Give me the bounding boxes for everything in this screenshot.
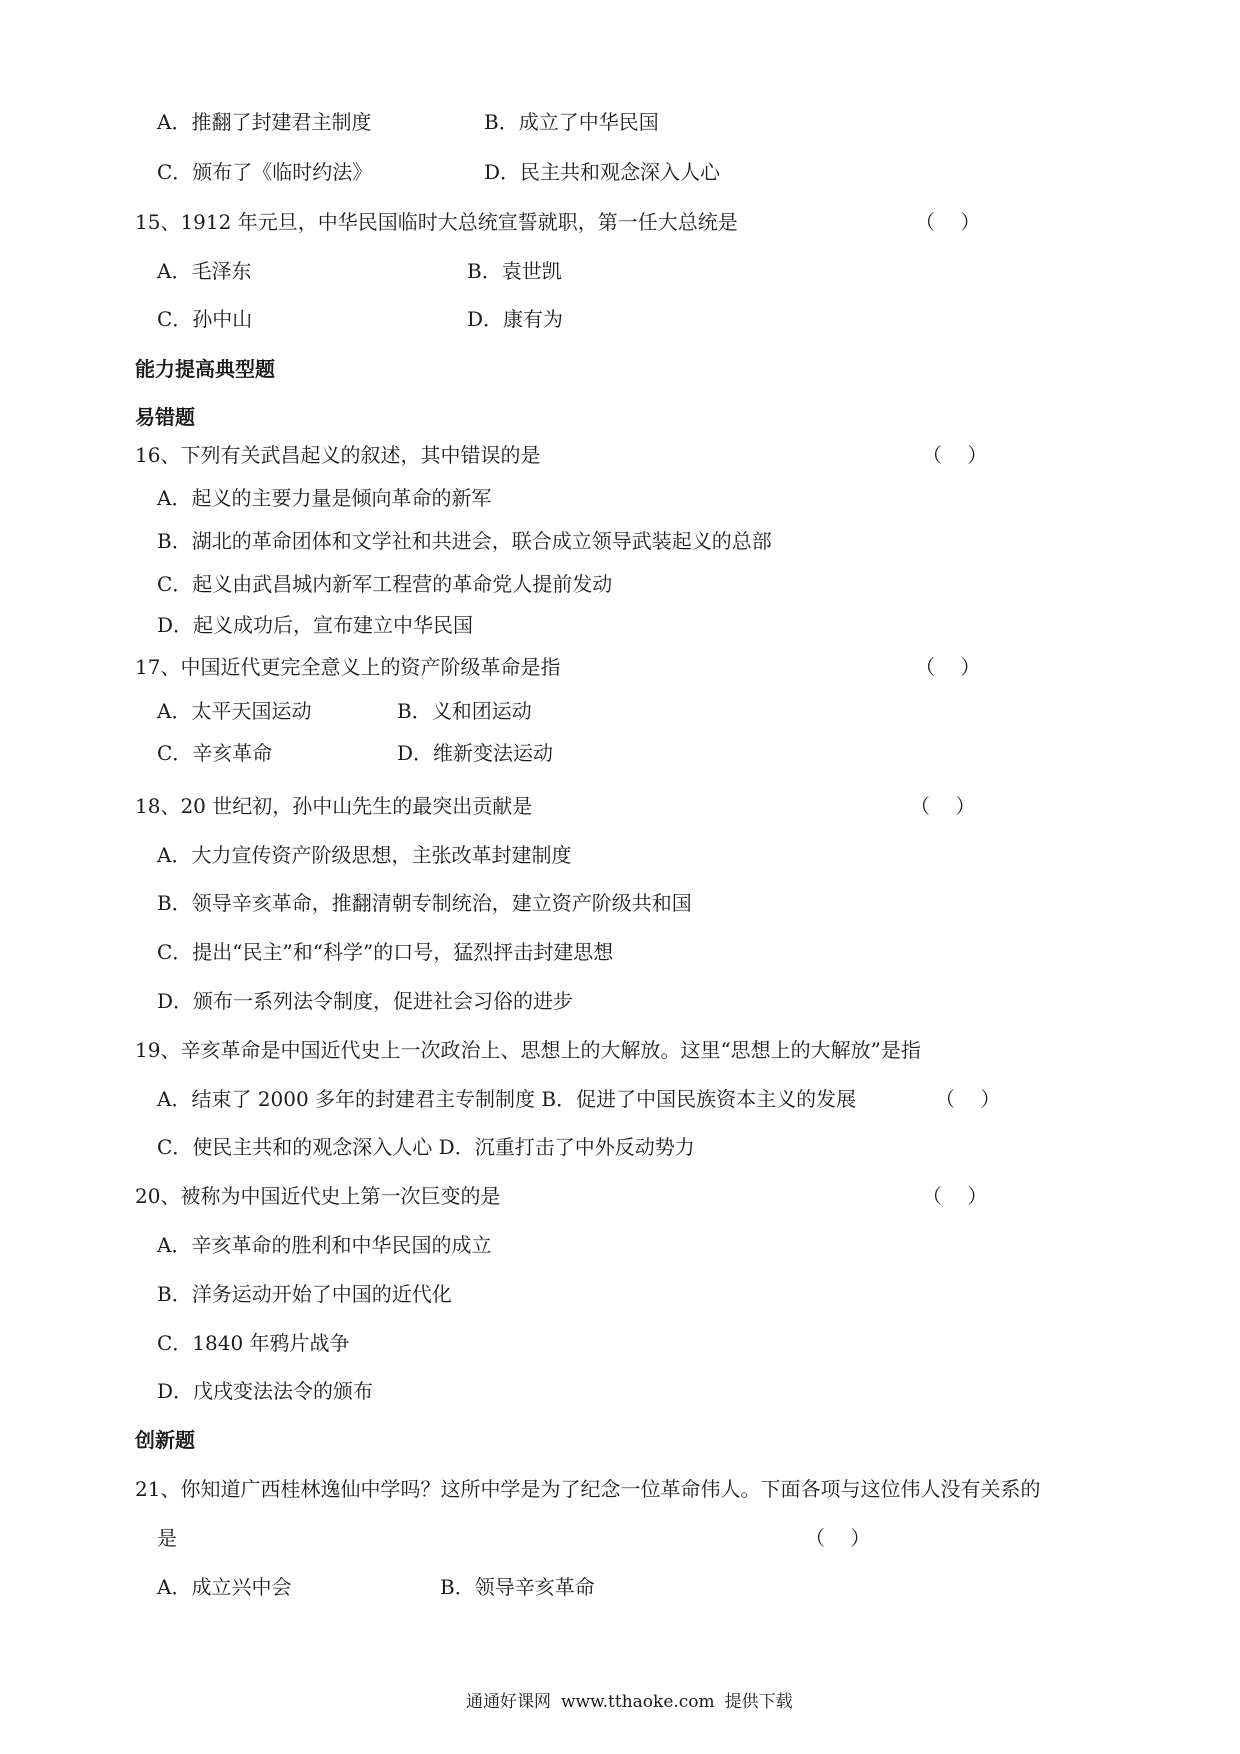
section-heading-innovation: 创新题: [135, 1428, 195, 1452]
q21-answer-paren: （ ）: [805, 1526, 871, 1550]
q17-answer-paren: （ ）: [915, 655, 981, 679]
q16-stem: 16、下列有关武昌起义的叙述，其中错误的是: [135, 443, 541, 467]
q15-option-a: A．毛泽东: [157, 259, 252, 283]
q17-stem: 17、中国近代更完全意义上的资产阶级革命是指: [135, 655, 561, 679]
q15-option-d: D．康有为: [467, 307, 564, 331]
q18-option-b: B．领导辛亥革命，推翻清朝专制统治，建立资产阶级共和国: [157, 891, 692, 915]
q18-stem: 18、20 世纪初，孙中山先生的最突出贡献是: [135, 794, 533, 818]
q20-option-a: A．辛亥革命的胜利和中华民国的成立: [157, 1233, 492, 1257]
q14-option-a: A．推翻了封建君主制度: [157, 110, 372, 134]
q20-stem: 20、被称为中国近代史上第一次巨变的是: [135, 1184, 501, 1208]
q19-options-c-d: C．使民主共和的观念深入人心 D．沉重打击了中外反动势力: [157, 1135, 695, 1159]
section-heading-ability: 能力提高典型题: [135, 357, 275, 381]
q18-option-c: C．提出“民主”和“科学”的口号，猛烈抨击封建思想: [157, 940, 614, 964]
q17-option-c: C．辛亥革命: [157, 741, 273, 765]
q14-option-c: C．颁布了《临时约法》: [157, 160, 373, 184]
q14-option-d: D．民主共和观念深入人心: [484, 160, 721, 184]
q18-option-d: D．颁布一系列法令制度，促进社会习俗的进步: [157, 989, 574, 1013]
q21-stem-continuation: 是: [157, 1526, 177, 1550]
q21-option-b: B．领导辛亥革命: [440, 1575, 595, 1599]
q15-stem: 15、1912 年元旦，中华民国临时大总统宣誓就职，第一任大总统是: [135, 210, 738, 234]
footer-suffix: 提供下载: [724, 1692, 793, 1712]
q20-answer-paren: （ ）: [922, 1184, 988, 1208]
q21-option-a: A．成立兴中会: [157, 1575, 292, 1599]
q16-option-d: D．起义成功后，宣布建立中华民国: [157, 613, 474, 637]
q18-answer-paren: （ ）: [910, 794, 976, 818]
page-footer: [466, 1690, 803, 1714]
q20-option-b: B．洋务运动开始了中国的近代化: [157, 1282, 452, 1306]
q19-answer-paren: （ ）: [935, 1087, 1001, 1111]
q20-option-d: D．戊戌变法法令的颁布: [157, 1379, 374, 1403]
q17-option-a: A．太平天国运动: [157, 699, 312, 723]
footer-url-link[interactable]: www.tthaoke.com: [561, 1692, 715, 1712]
q16-option-c: C．起义由武昌城内新军工程营的革命党人提前发动: [157, 572, 613, 596]
q14-option-b: B．成立了中华民国: [484, 110, 659, 134]
q15-option-b: B．袁世凯: [467, 259, 562, 283]
q17-option-b: B．义和团运动: [397, 699, 532, 723]
q20-option-c: C．1840 年鸦片战争: [157, 1331, 350, 1355]
q19-options-a-b: A．结束了 2000 多年的封建君主专制制度 B．促进了中国民族资本主义的发展: [157, 1087, 857, 1111]
q16-option-a: A．起义的主要力量是倾向革命的新军: [157, 486, 492, 510]
footer-site-name: 通通好课网: [466, 1692, 551, 1712]
q15-option-c: C．孙中山: [157, 307, 253, 331]
q16-answer-paren: （ ）: [922, 443, 988, 467]
q18-option-a: A．大力宣传资产阶级思想，主张改革封建制度: [157, 843, 572, 867]
q21-stem: 21、你知道广西桂林逸仙中学吗？这所中学是为了纪念一位革命伟人。下面各项与这位伟人没有关系的: [135, 1477, 1041, 1501]
section-heading-error-prone: 易错题: [135, 405, 195, 429]
q19-stem: 19、辛亥革命是中国近代史上一次政治上、思想上的大解放。这里“思想上的大解放”是指: [135, 1038, 921, 1062]
q15-answer-paren: （ ）: [915, 210, 981, 234]
q17-option-d: D．维新变法运动: [397, 741, 554, 765]
q16-option-b: B．湖北的革命团体和文学社和共进会，联合成立领导武装起义的总部: [157, 529, 772, 553]
